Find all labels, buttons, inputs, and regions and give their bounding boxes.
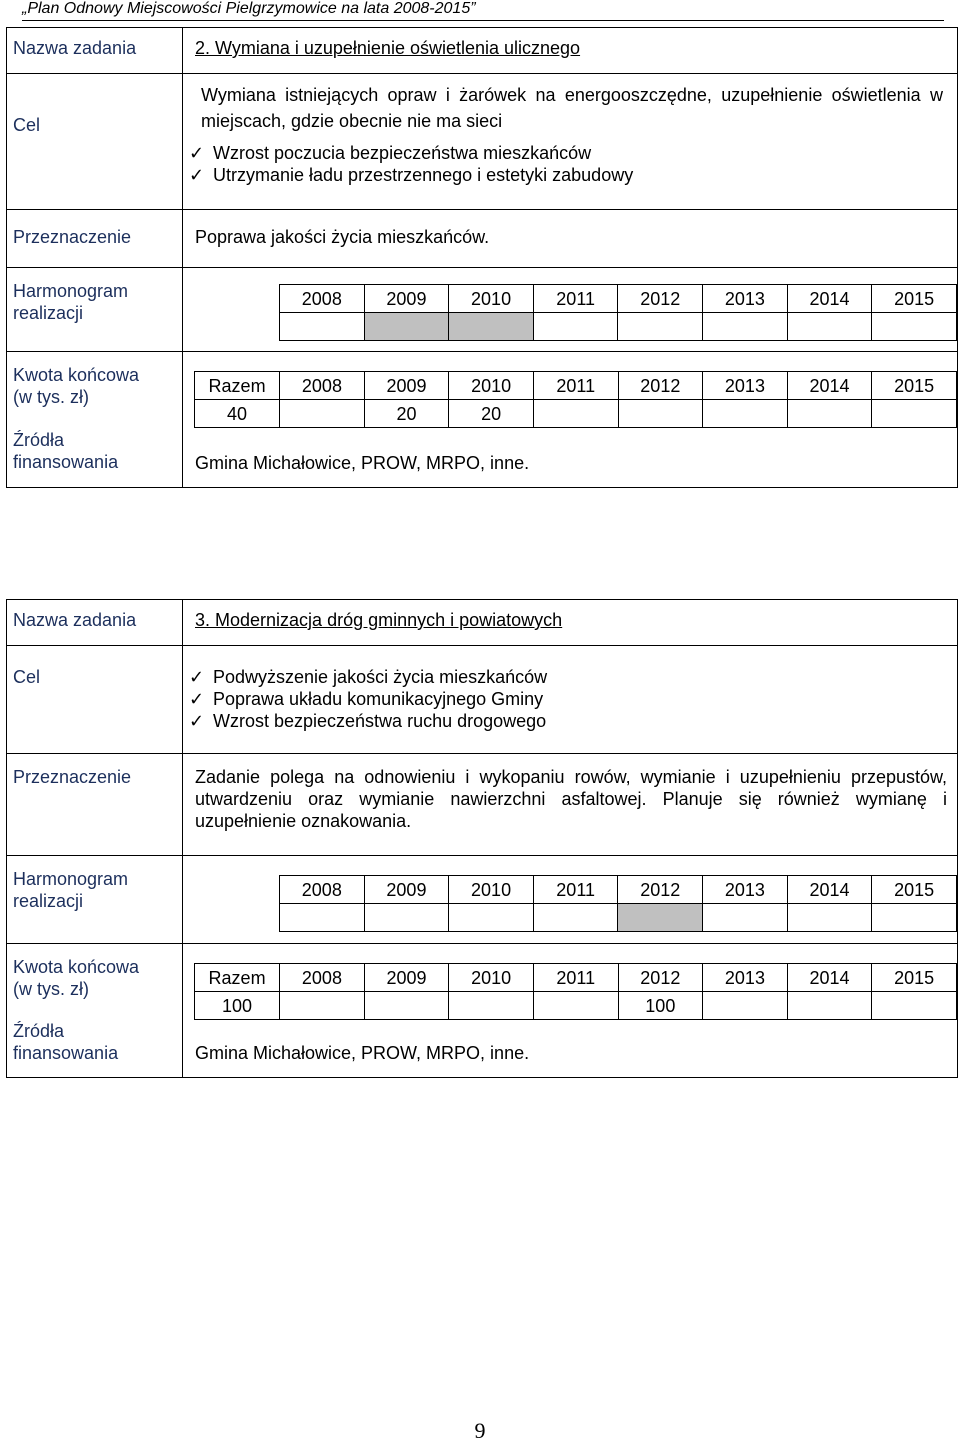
schedule-cell: [449, 313, 534, 341]
check-icon: ✓: [189, 689, 205, 709]
schedule-cell: [703, 904, 788, 932]
task-2-przeznaczenie: Poprawa jakości życia mieszkańców.: [183, 210, 958, 268]
check-icon: ✓: [189, 711, 205, 731]
task-2-kwota: [183, 352, 958, 488]
list-item: ✓ Wzrost bezpieczeństwa ruchu drogowego: [189, 711, 547, 731]
schedule-cell: [787, 904, 872, 932]
label-nazwa-zadania: Nazwa zadania: [7, 28, 183, 74]
schedule-cell: [787, 313, 872, 341]
year-cell: 2012: [618, 876, 703, 904]
task-2-title: 2. Wymiana i uzupełnienie oświetlenia ulicznego: [183, 28, 958, 74]
year-cell: 2014: [787, 372, 872, 400]
year-cell: 2010: [449, 876, 534, 904]
year-cell: 2010: [449, 372, 534, 400]
schedule-cell: [280, 313, 365, 341]
schedule-cell: [280, 904, 365, 932]
amount-cell: [280, 992, 365, 1020]
task-3-harmonogram-grid: [279, 875, 957, 932]
check-icon: ✓: [189, 143, 205, 163]
razem-value: 40: [195, 400, 280, 428]
year-cell: 2009: [364, 964, 449, 992]
running-header: [22, 0, 944, 21]
year-cell: 2013: [703, 964, 788, 992]
amount-cell: [872, 400, 957, 428]
label-przeznaczenie: Przeznaczenie: [7, 210, 183, 268]
year-cell: 2011: [533, 372, 618, 400]
label-harmonogram: Harmonogram realizacji: [7, 856, 183, 944]
check-icon: ✓: [189, 165, 205, 185]
razem-header: Razem: [195, 964, 280, 992]
amount-cell: [533, 400, 618, 428]
task-3-title: 3. Modernizacja dróg gminnych i powiatowych: [183, 600, 958, 646]
header-title: „Plan Odnowy Miejscowości Pielgrzymowice na lata 2008-2015”: [22, 0, 476, 17]
task-3-cel-list: [183, 666, 957, 732]
schedule-cell: [449, 904, 534, 932]
schedule-cell: [533, 313, 618, 341]
razem-value: 100: [195, 992, 280, 1020]
list-item: ✓ Podwyższenie jakości życia mieszkańców: [189, 667, 548, 687]
year-cell: 2009: [364, 876, 449, 904]
task-3-kwota-grid: [194, 963, 957, 1020]
schedule-cell: [533, 904, 618, 932]
task-2-harmonogram: [183, 268, 958, 352]
year-cell: 2013: [703, 876, 788, 904]
year-cell: 2014: [787, 285, 872, 313]
schedule-cell: [618, 904, 703, 932]
amount-cell: [280, 400, 365, 428]
schedule-cell: [364, 904, 449, 932]
razem-header: Razem: [195, 372, 280, 400]
schedule-cell: [703, 313, 788, 341]
year-cell: 2015: [872, 285, 957, 313]
list-item: ✓ Utrzymanie ładu przestrzennego i estetyki zabudowy: [189, 165, 634, 185]
amount-cell: [703, 400, 788, 428]
label-kwota-zrodla: Kwota końcowa (w tys. zł) Źródła finansowania: [7, 944, 183, 1078]
label-przeznaczenie: Przeznaczenie: [7, 754, 183, 856]
amount-cell: [703, 992, 788, 1020]
year-cell: 2009: [364, 285, 449, 313]
year-cell: 2008: [280, 285, 365, 313]
task-2-table: [6, 27, 958, 488]
year-cell: 2012: [618, 964, 703, 992]
task-2-cel-intro: Wymiana istniejących opraw i żarówek na energooszczędne, uzupełnienie oświetlenia w miejscach, gdzie obecnie nie ma sieci: [201, 85, 943, 131]
task-2-zrodla: Gmina Michałowice, PROW, MRPO, inne.: [195, 453, 530, 473]
year-cell: 2012: [618, 372, 703, 400]
schedule-cell: [618, 313, 703, 341]
amount-cell: 20: [449, 400, 534, 428]
check-icon: ✓: [189, 667, 205, 687]
schedule-cell: [364, 313, 449, 341]
task-2-kwota-grid: [194, 371, 957, 428]
year-cell: 2010: [449, 964, 534, 992]
amount-cell: 100: [618, 992, 703, 1020]
year-cell: 2014: [787, 876, 872, 904]
year-cell: 2008: [280, 964, 365, 992]
label-cel: Cel: [7, 74, 183, 210]
year-cell: 2011: [533, 285, 618, 313]
year-cell: 2014: [787, 964, 872, 992]
schedule-cell: [872, 904, 957, 932]
task-2-harmonogram-grid: [279, 284, 957, 341]
amount-cell: [533, 992, 618, 1020]
year-cell: 2011: [533, 964, 618, 992]
label-kwota-zrodla: Kwota końcowa (w tys. zł) Źródła finansowania: [7, 352, 183, 488]
list-item: ✓ Wzrost poczucia bezpieczeństwa mieszkańców: [189, 143, 592, 163]
schedule-cell: [872, 313, 957, 341]
task-3-przeznaczenie: Zadanie polega na odnowieniu i wykopaniu rowów, wymianie i uzupełnieniu przepustów, utwardzeniu oraz wymianie nawierzchni asfaltowej. Planuje się również wymianę i uzupełnienie oznakowania.: [183, 754, 958, 856]
year-cell: 2009: [364, 372, 449, 400]
amount-cell: [364, 992, 449, 1020]
year-cell: 2015: [872, 876, 957, 904]
year-cell: 2008: [280, 372, 365, 400]
task-3-cel: [183, 646, 958, 754]
label-cel: Cel: [7, 646, 183, 754]
amount-cell: [449, 992, 534, 1020]
task-3-kwota: [183, 944, 958, 1078]
list-item: ✓ Poprawa układu komunikacyjnego Gminy: [189, 689, 544, 709]
amount-cell: 20: [364, 400, 449, 428]
task-3-table: [6, 599, 958, 1078]
year-cell: 2010: [449, 285, 534, 313]
label-harmonogram: Harmonogram realizacji: [7, 268, 183, 352]
year-cell: 2015: [872, 372, 957, 400]
amount-cell: [787, 992, 872, 1020]
task-2-cel: [183, 74, 958, 210]
page-number: 9: [474, 1418, 486, 1443]
year-cell: 2015: [872, 964, 957, 992]
label-nazwa-zadania: Nazwa zadania: [7, 600, 183, 646]
amount-cell: [787, 400, 872, 428]
task-3-zrodla: Gmina Michałowice, PROW, MRPO, inne.: [195, 1043, 530, 1063]
year-cell: 2008: [280, 876, 365, 904]
task-3-harmonogram: [183, 856, 958, 944]
year-cell: 2013: [703, 285, 788, 313]
year-cell: 2013: [703, 372, 788, 400]
task-2-cel-list: [183, 142, 957, 186]
year-cell: 2012: [618, 285, 703, 313]
amount-cell: [872, 992, 957, 1020]
amount-cell: [618, 400, 703, 428]
year-cell: 2011: [533, 876, 618, 904]
